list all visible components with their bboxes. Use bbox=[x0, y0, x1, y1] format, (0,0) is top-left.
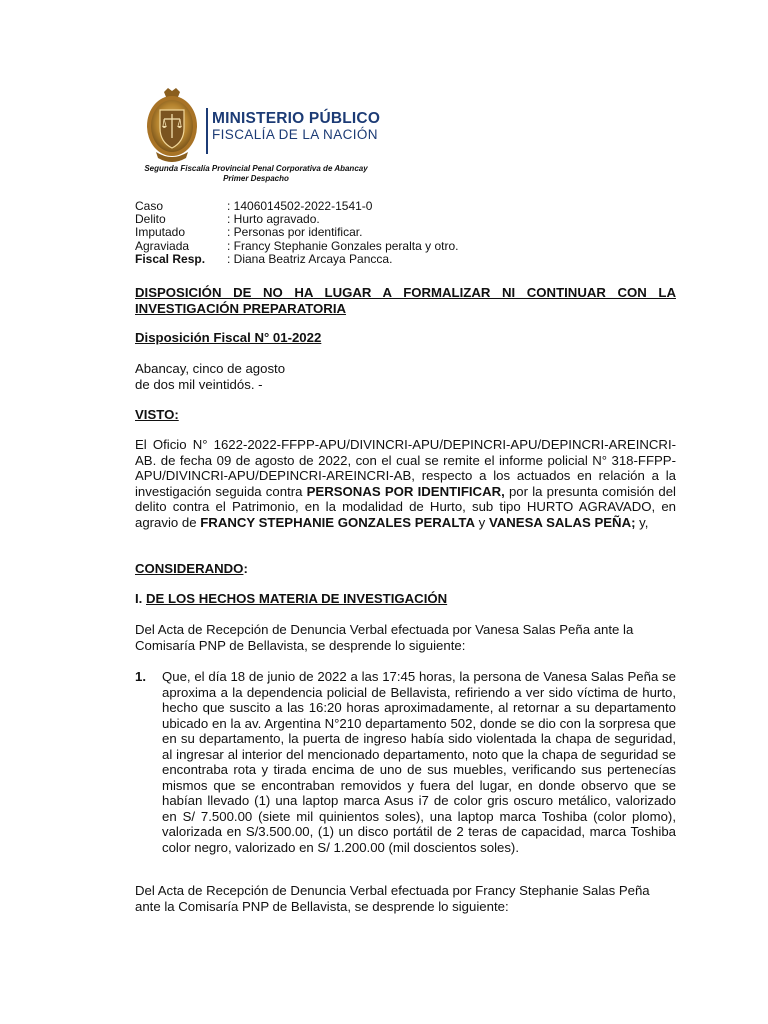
case-info-row bbox=[135, 226, 458, 239]
section-title: DE LOS HECHOS MATERIA DE INVESTIGACIÓN bbox=[146, 591, 448, 606]
considerando-heading-text: CONSIDERANDO bbox=[135, 561, 244, 576]
list-item-text: Que, el día 18 de junio de 2022 a las 17:45 horas, la persona de Vanesa Salas Peña se aproxima a la dependencia policial de Bellavista, refiriendo a ver sido víctima de hurto, hecho que suscito a las 16:20 horas aproximadamente, al retornar a su departamento ubicado en la av. Argentina N°210 departamento 502, donde se dio con la sorpresa que en su departamento, la puerta de ingreso había sido violentada la chapa de seguridad, al ingresar al interior del mencionado departamento, noto que la chapa de seguridad se encontraba rota y tirada encima de uno de sus muebles, verificando sus pertenecías mismos que se encontraban removidos y fuera del lugar, en donde observo que se habían llevado (1) una laptop marca Asus i7 de color gris oscuro metálico, valorizado en S/ 7.500.00 (siete mil quinientos soles), una laptop marca Toshiba (color plomo), valorizada en S/3.500.00, (1) un disco portátil de 2 teras de capacidad, marca Toshiba color negro, valorizado en S/ 1.200.00 (mil doscientos soles). bbox=[162, 669, 676, 855]
case-info-label: Agraviada bbox=[135, 238, 190, 253]
date-block bbox=[135, 361, 676, 392]
disposicion-number bbox=[135, 330, 676, 346]
case-info-label: Imputado bbox=[135, 225, 186, 240]
case-info-value: : Diana Beatriz Arcaya Pancca. bbox=[227, 251, 393, 266]
visto-text-3: y bbox=[475, 514, 489, 530]
considerando-heading bbox=[135, 561, 676, 577]
letterhead-divider bbox=[206, 108, 208, 154]
case-info bbox=[135, 200, 458, 266]
ministry-name-line1: MINISTERIO PÚBLICO bbox=[212, 110, 381, 127]
ministry-name bbox=[212, 111, 380, 142]
case-info-label: Caso bbox=[135, 199, 164, 213]
ministry-seal-icon bbox=[144, 88, 200, 164]
case-info-row bbox=[135, 240, 458, 253]
visto-bold-1: PERSONAS POR IDENTIFICAR, bbox=[306, 483, 505, 499]
case-info-value: : 1406014502-2022-1541-0 bbox=[227, 199, 373, 213]
case-info-value: : Hurto agravado. bbox=[227, 212, 320, 227]
office-line2: Primer Despacho bbox=[223, 174, 289, 183]
case-info-row bbox=[135, 253, 458, 266]
ministry-name-line2: FISCALÍA DE LA NACIÓN bbox=[212, 127, 378, 142]
acta-paragraph-1: Del Acta de Recepción de Denuncia Verbal efectuada por Vanesa Salas Peña ante la Comisaría PNP de Bellavista, se desprende lo siguiente: bbox=[135, 622, 634, 653]
case-info-value: : Francy Stephanie Gonzales peralta y otro. bbox=[227, 238, 459, 253]
case-info-label: Delito bbox=[135, 212, 166, 227]
case-info-label: Fiscal Resp. bbox=[135, 251, 206, 266]
visto-heading-text: VISTO: bbox=[135, 407, 179, 422]
visto-text-2: por la presunta comisión del delito contra el Patrimonio, en la modalidad de Hurto, sub tipo HURTO AGRAVADO, en agravio de bbox=[135, 483, 676, 530]
considerando-colon: : bbox=[243, 561, 248, 576]
acta-paragraph-2: Del Acta de Recepción de Denuncia Verbal efectuada por Francy Stephanie Salas Peña ante la Comisaría PNP de Bellavista, se desprende lo siguiente: bbox=[135, 883, 650, 914]
case-info-value: : Personas por identificar. bbox=[227, 225, 363, 240]
section-heading bbox=[135, 591, 676, 607]
visto-bold-3: VANESA SALAS PEÑA; bbox=[488, 514, 636, 530]
office-line1: Segunda Fiscalía Provincial Penal Corporativa de Abancay bbox=[144, 164, 368, 173]
office-name bbox=[136, 164, 376, 184]
section-number: I. bbox=[135, 591, 146, 606]
document-title: DISPOSICIÓN DE NO HA LUGAR A FORMALIZAR NI CONTINUAR CON LA INVESTIGACIÓN PREPARATORIA bbox=[135, 285, 676, 316]
list-item-number: 1. bbox=[135, 669, 146, 684]
visto-paragraph bbox=[135, 437, 676, 530]
date-line1: Abancay, cinco de agosto bbox=[135, 361, 286, 376]
visto-bold-2: FRANCY STEPHANIE GONZALES PERALTA bbox=[200, 514, 476, 530]
visto-heading bbox=[135, 407, 676, 423]
visto-text-4: y, bbox=[635, 514, 649, 530]
letterhead bbox=[136, 86, 436, 164]
date-line2: de dos mil veintidós. - bbox=[135, 376, 263, 392]
disposicion-number-text: Disposición Fiscal N° 01-2022 bbox=[135, 330, 322, 345]
visto-text-1: El Oficio N° 1622-2022-FFPP-APU/DIVINCRI-APU/DEPINCRI-APU/DEPINCRI-AREINCRI-AB. de fecha 09 de agosto de 2022, con el cual se remite el informe policial N° 318-FFPP-APU/DIVINCRI-APU/DEPINCRI-AREINCRI-AB, respecto a los actuados en relación a la investigación seguida contra bbox=[135, 437, 676, 499]
